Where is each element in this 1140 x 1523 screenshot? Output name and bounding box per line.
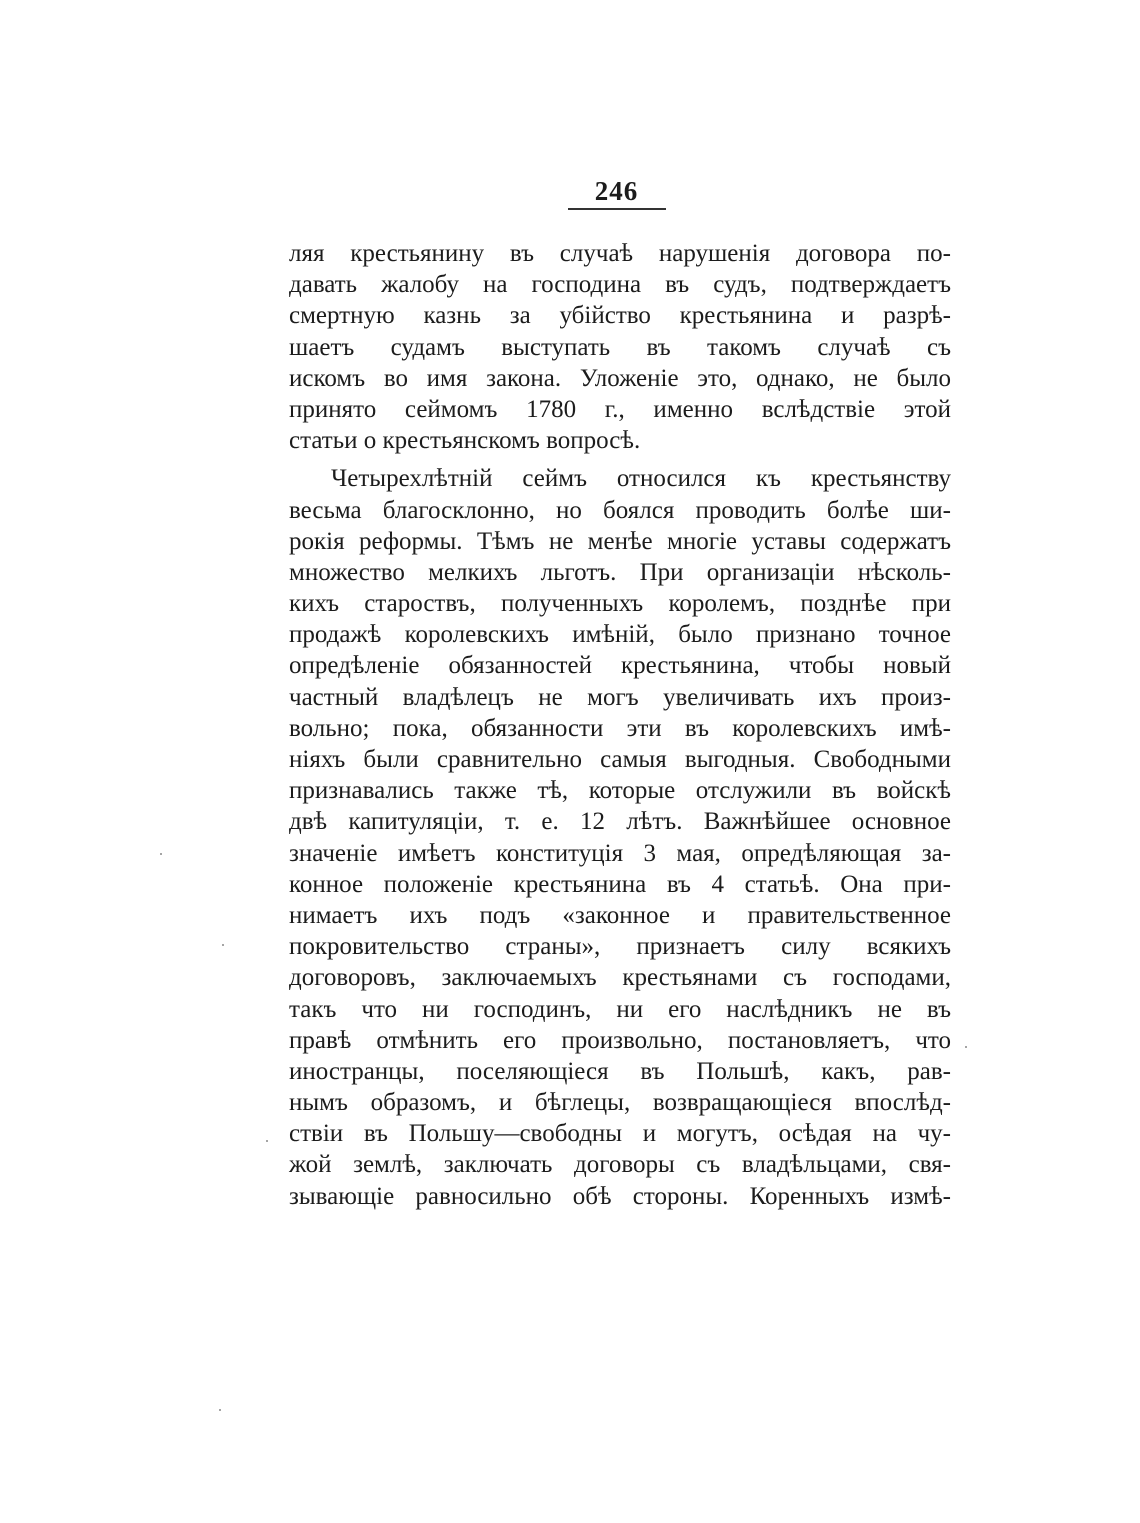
text-line: искомъ во имя закона. Уложеніе это, однако, не было xyxy=(289,364,951,392)
scan-speck xyxy=(219,1409,221,1411)
paragraph xyxy=(289,463,951,1212)
text-line: ніяхъ были сравнительно самыя выгодныя. Свободными xyxy=(289,746,951,773)
text-line: значеніе имѣетъ конституція 3 мая, опредѣляющая за- xyxy=(289,839,951,867)
text-line: статьи о крестьянскомъ вопросѣ. xyxy=(289,427,641,455)
text-line: такъ что ни господинъ, ни его наслѣдникъ не въ xyxy=(289,995,951,1023)
text-line: множество мелкихъ льготъ. При организаціи нѣсколь- xyxy=(289,558,951,586)
text-line: частный владѣлецъ не могъ увеличивать ихъ произ- xyxy=(289,683,951,711)
text-line: продажѣ королевскихъ имѣній, было признано точное xyxy=(289,621,951,649)
scan-speck xyxy=(222,944,224,946)
text-line: ляя крестьянину въ случаѣ нарушенія договора по- xyxy=(289,240,951,267)
text-line: рокія реформы. Тѣмъ не менѣе многіе уставы содержатъ xyxy=(289,527,951,555)
text-line: двѣ капитуляціи, т. е. 12 лѣтъ. Важнѣйшее основное xyxy=(289,808,951,836)
text-line: весьма благосклонно, но боялся проводить болѣе ши- xyxy=(289,496,951,524)
text-line: шаетъ судамъ выступать въ такомъ случаѣ съ xyxy=(289,333,951,361)
text-line: покровительство страны», признаетъ силу всякихъ xyxy=(289,933,951,961)
page-number-rule xyxy=(568,208,666,210)
text-line: иностранцы, поселяющіеся въ Польшѣ, какъ, рав- xyxy=(289,1057,951,1085)
text-line: вольно; пока, обязанности эти въ королевскихъ имѣ- xyxy=(289,714,951,742)
text-line: давать жалобу на господина въ судъ, подтверждаетъ xyxy=(289,271,951,299)
scan-speck xyxy=(266,1140,268,1142)
text-block xyxy=(289,238,951,1212)
text-line: конное положеніе крестьянина въ 4 статьѣ. Она при- xyxy=(289,870,951,898)
text-line: Четырехлѣтній сеймъ относился къ крестьянству xyxy=(331,465,951,493)
paragraph xyxy=(289,238,951,456)
scan-speck xyxy=(965,1046,967,1048)
text-line: опредѣленіе обязанностей крестьянина, чтобы новый xyxy=(289,652,951,680)
text-line: ствіи въ Польшу—свободны и могутъ, осѣдая на чу- xyxy=(289,1120,951,1148)
text-line: смертную казнь за убійство крестьянина и разрѣ- xyxy=(289,302,951,330)
text-line: жой землѣ, заключать договоры съ владѣльцами, свя- xyxy=(289,1151,951,1179)
text-line: зывающіе равносильно обѣ стороны. Коренныхъ измѣ- xyxy=(289,1182,951,1210)
text-line: принято сеймомъ 1780 г., именно вслѣдствіе этой xyxy=(289,395,951,423)
scan-speck xyxy=(160,853,162,855)
page-number: 246 xyxy=(594,176,639,206)
text-line: кихъ староствъ, полученныхъ королемъ, позднѣе при xyxy=(289,590,951,618)
text-line: правѣ отмѣнить его произвольно, постановляетъ, что xyxy=(289,1026,951,1054)
text-line: признавались также тѣ, которые отслужили въ войскѣ xyxy=(289,777,951,805)
text-line: нымъ образомъ, и бѣглецы, возвращающіеся впослѣд- xyxy=(289,1089,951,1117)
text-line: договоровъ, заключаемыхъ крестьянами съ господами, xyxy=(289,964,951,992)
text-line: нимаетъ ихъ подъ «законное и правительственное xyxy=(289,901,951,929)
